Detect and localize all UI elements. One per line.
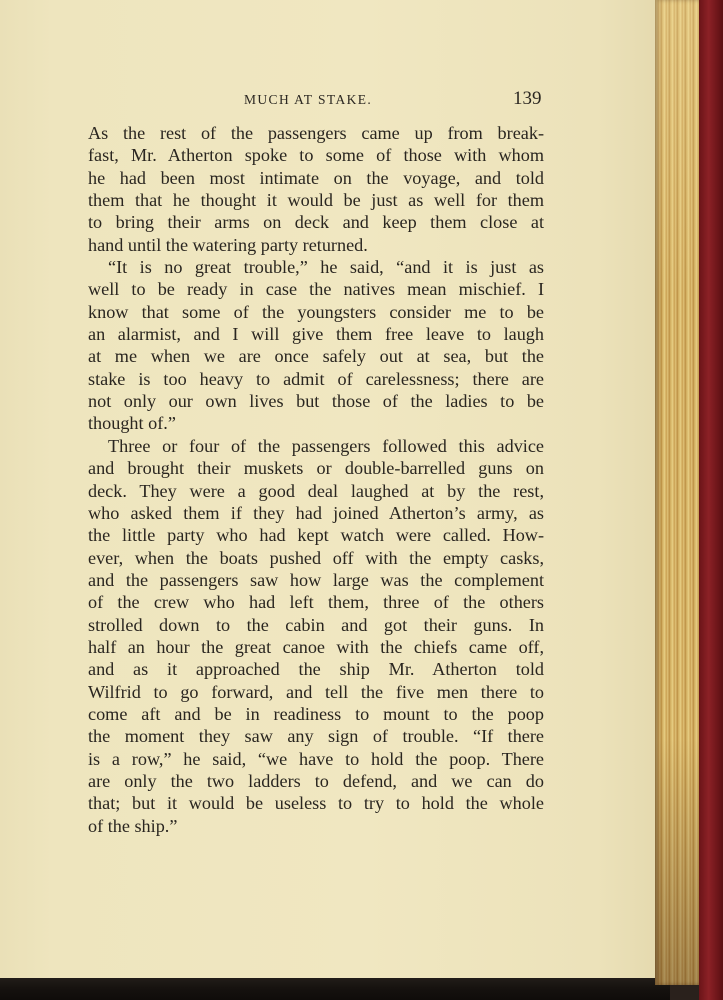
text-line: thought of.”: [88, 413, 176, 434]
text-line: fast, Mr. Atherton spoke to some of those with whom: [88, 145, 544, 166]
body-text: [88, 122, 544, 837]
text-line: half an hour the great canoe with the chiefs came off,: [88, 636, 544, 657]
text-line: As the rest of the passengers came up from break-: [88, 123, 544, 143]
text-line: stake is too heavy to admit of carelessness; there are: [88, 368, 544, 389]
text-line: well to be ready in case the natives mean mischief. I: [88, 279, 544, 300]
book-cover: [699, 0, 723, 1000]
page-number: 139: [513, 88, 542, 109]
text-line: of the crew who had left them, three of the others: [88, 592, 544, 613]
running-head: MUCH AT STAKE.: [244, 92, 373, 107]
text-line: are only the two ladders to defend, and we can do: [88, 770, 544, 791]
text-line: hand until the watering party returned.: [88, 234, 368, 255]
text-line: of the ship.”: [88, 815, 178, 836]
text-line: is a row,” he said, “we have to hold the poop. There: [88, 748, 544, 769]
text-line: strolled down to the cabin and got their guns. In: [88, 614, 544, 635]
text-line: that; but it would be useless to try to hold the whole: [88, 793, 544, 814]
text-line: deck. They were a good deal laughed at by the rest,: [88, 480, 544, 501]
text-line: not only our own lives but those of the ladies to be: [88, 391, 544, 412]
text-line: and brought their muskets or double-barrelled guns on: [88, 458, 544, 479]
page-header: [0, 88, 662, 112]
text-line: the little party who had kept watch were called. How-: [88, 525, 544, 546]
text-line: come aft and be in readiness to mount to the poop: [88, 703, 544, 724]
text-line: know that some of the youngsters consider me to be: [88, 301, 544, 322]
text-line: an alarmist, and I will give them free leave to laugh: [88, 324, 544, 345]
text-line: “It is no great trouble,” he said, “and it is just as: [108, 257, 544, 278]
text-line: Wilfrid to go forward, and tell the five men there to: [88, 681, 544, 702]
text-line: and as it approached the ship Mr. Atherton told: [88, 659, 544, 680]
text-line: he had been most intimate on the voyage, and told: [88, 167, 544, 188]
text-line: to bring their arms on deck and keep them close at: [88, 212, 544, 233]
text-line: and the passengers saw how large was the complement: [88, 569, 544, 590]
text-line: them that he thought it would be just as well for them: [88, 190, 544, 211]
text-line: Three or four of the passengers followed this advice: [108, 435, 544, 456]
text-line: at me when we are once safely out at sea, but the: [88, 346, 544, 367]
page-edges: [655, 0, 699, 985]
text-line: who asked them if they had joined Atherton’s army, as: [88, 502, 544, 523]
text-line: ever, when the boats pushed off with the empty casks,: [88, 547, 544, 568]
text-line: the moment they saw any sign of trouble. “If there: [88, 726, 544, 747]
